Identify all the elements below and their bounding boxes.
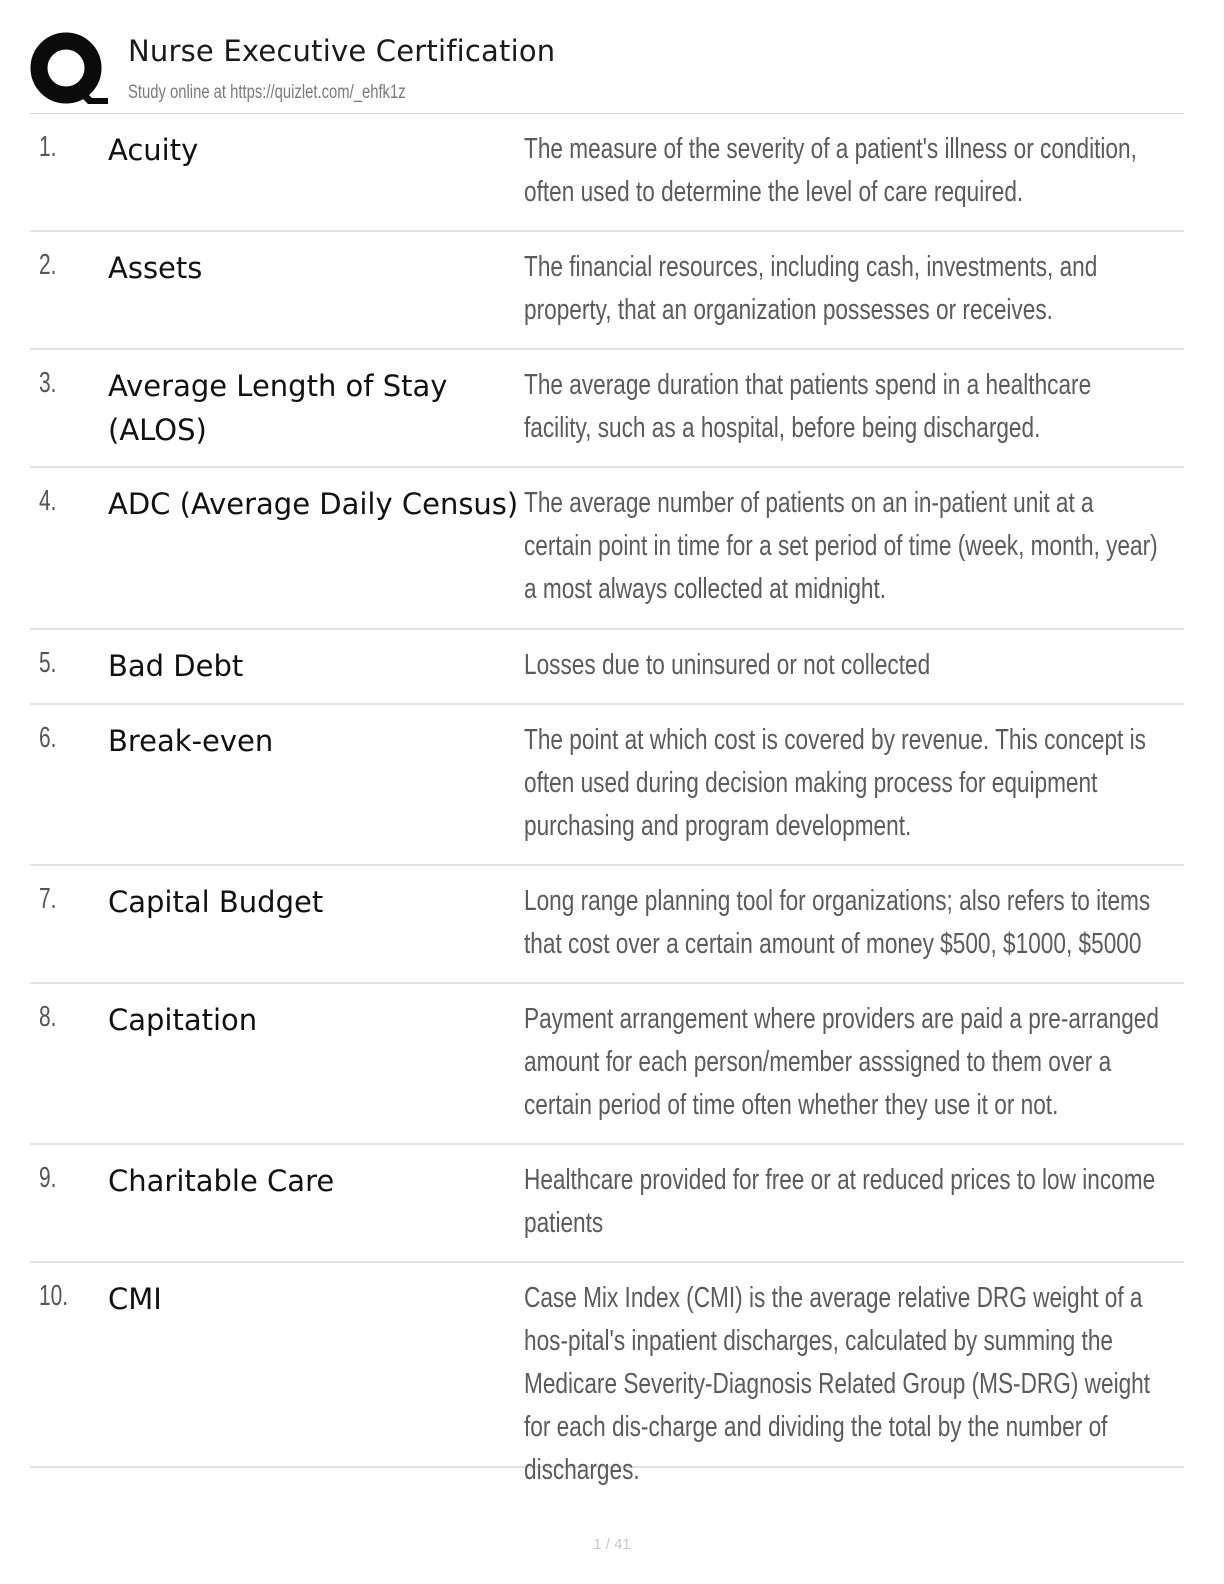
term-number: 6. xyxy=(39,722,57,754)
term-definition: The point at which cost is covered by revenue. This concept is often used during decision making process for equipment purchasing and program development. xyxy=(524,724,1146,842)
term-name: Bad Debt xyxy=(108,649,244,683)
term-number: 2. xyxy=(39,249,57,281)
term-name: Acuity xyxy=(108,133,199,167)
page-header xyxy=(30,28,1184,114)
term-row xyxy=(30,232,1184,350)
term-number: 3. xyxy=(39,367,57,399)
term-definition: The average number of patients on an in-patient unit at a certain point in time for a set period of time (week, month, year) a most always collected at midnight. xyxy=(524,487,1158,605)
term-number: 7. xyxy=(39,883,57,915)
term-row xyxy=(30,350,1184,468)
term-number: 8. xyxy=(39,1001,57,1033)
study-online-link[interactable]: Study online at https://quizlet.com/_ehfk1z xyxy=(128,82,406,103)
term-definition: Long range planning tool for organizations; also refers to items that cost over a certain amount of money $500, $1000, $5000 xyxy=(524,885,1151,960)
term-row xyxy=(30,114,1184,232)
term-number: 9. xyxy=(39,1162,57,1194)
term-definition: The average duration that patients spend in a healthcare facility, such as a hospital, before being discharged. xyxy=(524,369,1092,444)
term-definition: Case Mix Index (CMI) is the average relative DRG weight of a hos-pital's inpatient discharges, calculated by summing the Medicare Severity-Diagnosis Related Group (MS-DRG) weight for each dis-charge and dividing the total by the number of discharges. xyxy=(524,1282,1151,1486)
term-definition: Payment arrangement where providers are paid a pre-arranged amount for each person/member asssigned to them over a certain period of time often whether they use it or not. xyxy=(524,1003,1159,1121)
term-name: Charitable Care xyxy=(108,1164,335,1198)
term-row xyxy=(30,705,1184,866)
term-name: Capital Budget xyxy=(108,885,324,919)
term-row xyxy=(30,1263,1184,1486)
term-list xyxy=(30,114,1184,1486)
page-indicator: 1 / 41 xyxy=(593,1536,631,1553)
term-row xyxy=(30,630,1184,705)
term-number: 10. xyxy=(39,1280,69,1312)
term-name: Assets xyxy=(108,251,203,285)
term-definition: The measure of the severity of a patient's illness or condition, often used to determine the level of care required. xyxy=(524,133,1137,208)
term-row xyxy=(30,468,1184,630)
term-definition: The financial resources, including cash, investments, and property, that an organization possesses or receives. xyxy=(524,251,1098,326)
term-number: 4. xyxy=(39,485,57,517)
term-name: Capitation xyxy=(108,1003,258,1037)
term-number: 1. xyxy=(39,131,57,163)
term-name: Break-even xyxy=(108,724,274,758)
term-number: 5. xyxy=(39,647,57,679)
term-name: Average Length of Stay (ALOS) xyxy=(108,369,448,447)
quizlet-q-logo-icon xyxy=(30,30,110,110)
term-row xyxy=(30,1145,1184,1263)
term-definition: Losses due to uninsured or not collected xyxy=(524,649,931,681)
document-title: Nurse Executive Certification xyxy=(128,34,556,68)
term-definition: Healthcare provided for free or at reduced prices to low income patients xyxy=(524,1164,1156,1239)
term-name: ADC (Average Daily Census) xyxy=(108,487,519,521)
term-name: CMI xyxy=(108,1282,162,1316)
term-row xyxy=(30,866,1184,984)
term-row xyxy=(30,984,1184,1145)
